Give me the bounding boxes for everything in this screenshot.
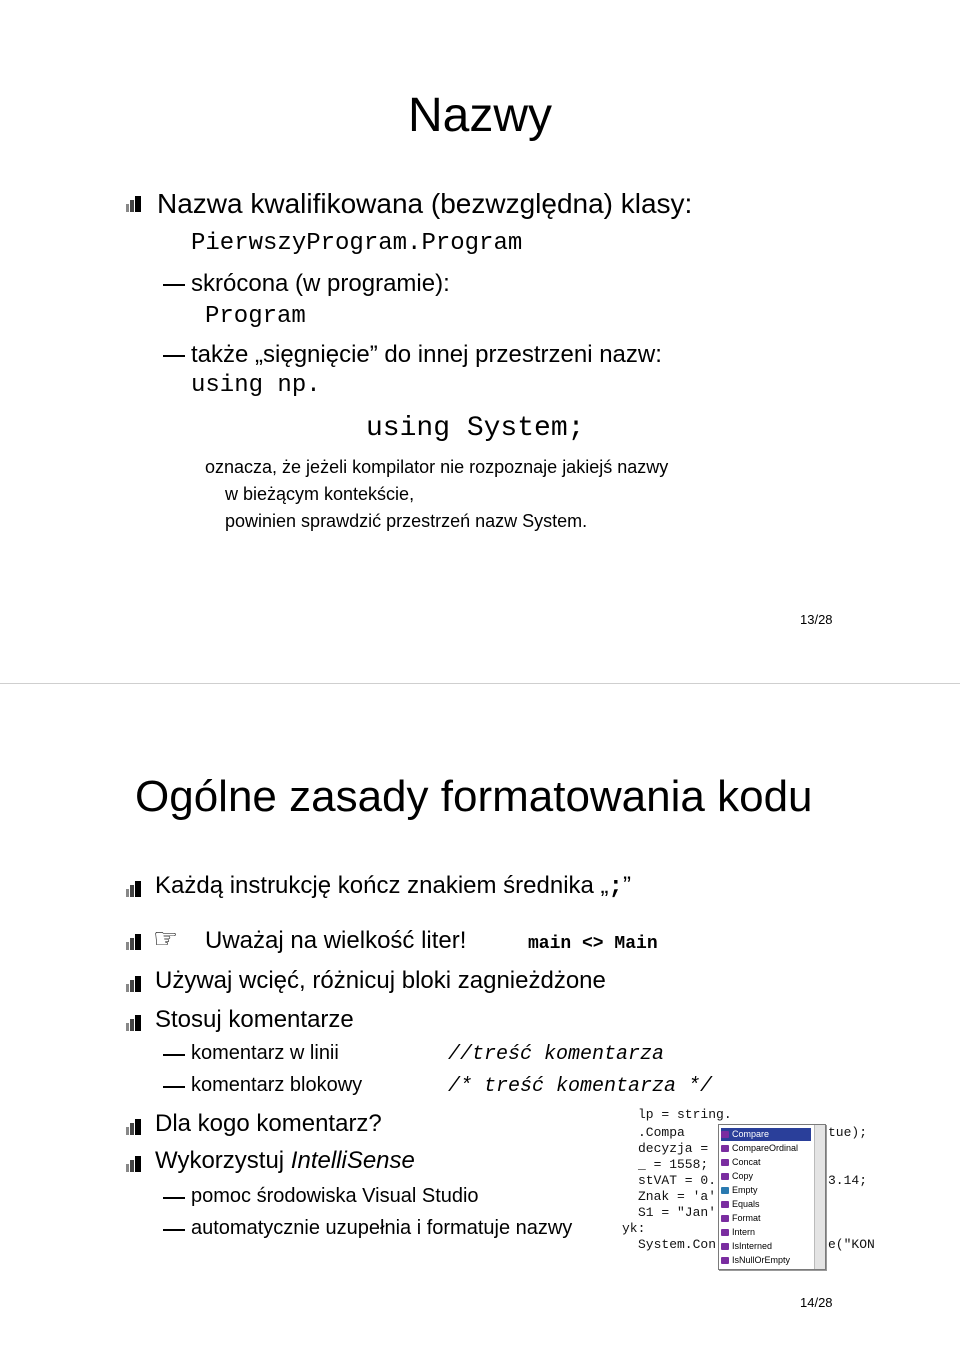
bullet-icon: [126, 881, 142, 897]
bullet-icon: [126, 1119, 142, 1135]
popup-item[interactable]: Empty: [721, 1184, 758, 1197]
popup-item[interactable]: Compare: [721, 1128, 811, 1141]
sub-bullet-text: pomoc środowiska Visual Studio: [191, 1185, 479, 1207]
code-line: yk:: [622, 1221, 646, 1236]
code-line: Znak = 'a': [638, 1189, 717, 1204]
popup-item[interactable]: Concat: [721, 1156, 761, 1169]
dash-icon: [163, 284, 185, 286]
code-line: PierwszyProgram.Program: [191, 230, 523, 257]
method-icon: [721, 1201, 729, 1208]
bullet-icon: [126, 1156, 142, 1172]
popup-item[interactable]: IsInterned: [721, 1240, 772, 1253]
page-number: 13/28: [800, 612, 833, 627]
bullet-text: [155, 872, 631, 901]
slide-title: Nazwy: [407, 89, 553, 142]
code-line: e("KON: [828, 1237, 875, 1252]
popup-item[interactable]: Copy: [721, 1170, 753, 1183]
sub-bullet-text: automatycznie uzupełnia i formatuje nazwy: [191, 1217, 573, 1239]
method-icon: [721, 1257, 729, 1264]
semicolon-code: ;: [608, 874, 623, 901]
method-icon: [721, 1229, 729, 1236]
sub-bullet-text: komentarz w linii: [191, 1042, 339, 1064]
dash-icon: [163, 1197, 185, 1199]
slide-divider: [0, 683, 960, 684]
method-icon: [721, 1243, 729, 1250]
code-line: S1 = "Jan': [638, 1205, 717, 1220]
code-line: lp = string.: [638, 1107, 732, 1122]
code-line: 3.14;: [828, 1173, 868, 1188]
bullet-text-main: Każdą instrukcję kończ znakiem średnika „: [155, 872, 609, 899]
slide-title: Ogólne zasady formatowania kodu: [135, 772, 813, 821]
intellisense-screenshot: [622, 1104, 890, 1270]
note-text: powinien sprawdzić przestrzeń nazw System.: [225, 511, 588, 531]
code-line: .Compa: [638, 1125, 685, 1140]
code-line: stVAT = 0.: [638, 1173, 717, 1188]
note-text: w bieżącym kontekście,: [225, 484, 415, 504]
code-line: tue);: [828, 1125, 868, 1140]
code-inline: main <> Main: [528, 934, 658, 954]
note-text: oznacza, że jeżeli kompilator nie rozpoznaje jakiejś nazwy: [205, 457, 669, 477]
method-icon: [721, 1159, 729, 1166]
method-icon: [721, 1215, 729, 1222]
page-number: 14/28: [800, 1295, 833, 1310]
bullet-text-end: ”: [622, 872, 631, 899]
sub-bullet-text: skrócona (w programie):: [191, 270, 450, 297]
method-icon: [721, 1131, 729, 1138]
code-line: Program: [205, 303, 306, 330]
dash-icon: [163, 1229, 185, 1231]
intellisense-label: IntelliSense: [290, 1147, 415, 1174]
code-line: _ = 1558;: [638, 1157, 709, 1172]
code-center: using System;: [366, 413, 585, 444]
sub-bullet-text: komentarz blokowy: [191, 1074, 363, 1096]
popup-item[interactable]: Format: [721, 1212, 761, 1225]
field-icon: [721, 1187, 729, 1194]
popup-item[interactable]: IsNullOrEmpty: [721, 1254, 790, 1267]
bullet-text: Dla kogo komentarz?: [155, 1110, 382, 1137]
method-icon: [721, 1173, 729, 1180]
code-line: using np.: [191, 372, 321, 399]
bullet-icon: [126, 976, 142, 992]
popup-scrollbar[interactable]: [814, 1125, 825, 1269]
code-line: decyzja =: [638, 1141, 709, 1156]
bullet-icon: [126, 1015, 142, 1031]
method-icon: [721, 1145, 729, 1152]
popup-item[interactable]: Intern: [721, 1226, 755, 1239]
bullet-text-main: Wykorzystuj: [155, 1147, 291, 1174]
dash-icon: [163, 355, 185, 357]
bullet-text: Stosuj komentarze: [155, 1006, 354, 1033]
bullet-icon: [126, 934, 142, 950]
popup-item[interactable]: CompareOrdinal: [721, 1142, 798, 1155]
sub-bullet-text: także „sięgnięcie” do innej przestrzeni nazw:: [191, 341, 662, 368]
pointing-hand-icon: ☞: [153, 923, 179, 954]
bullet-icon: [126, 196, 142, 212]
autocomplete-popup[interactable]: [718, 1124, 826, 1270]
dash-icon: [163, 1054, 185, 1056]
bullet-text: Używaj wcięć, różnicuj bloki zagnieżdżone: [155, 967, 606, 994]
comment-code: /* treść komentarza */: [448, 1075, 713, 1098]
bullet-text: Nazwa kwalifikowana (bezwzględna) klasy:: [157, 188, 693, 219]
bullet-text: [155, 1147, 415, 1175]
code-line: System.Con: [638, 1237, 717, 1252]
popup-item[interactable]: Equals: [721, 1198, 760, 1211]
comment-code: //treść komentarza: [448, 1043, 665, 1066]
bullet-text: Uważaj na wielkość liter!: [205, 927, 467, 954]
dash-icon: [163, 1086, 185, 1088]
